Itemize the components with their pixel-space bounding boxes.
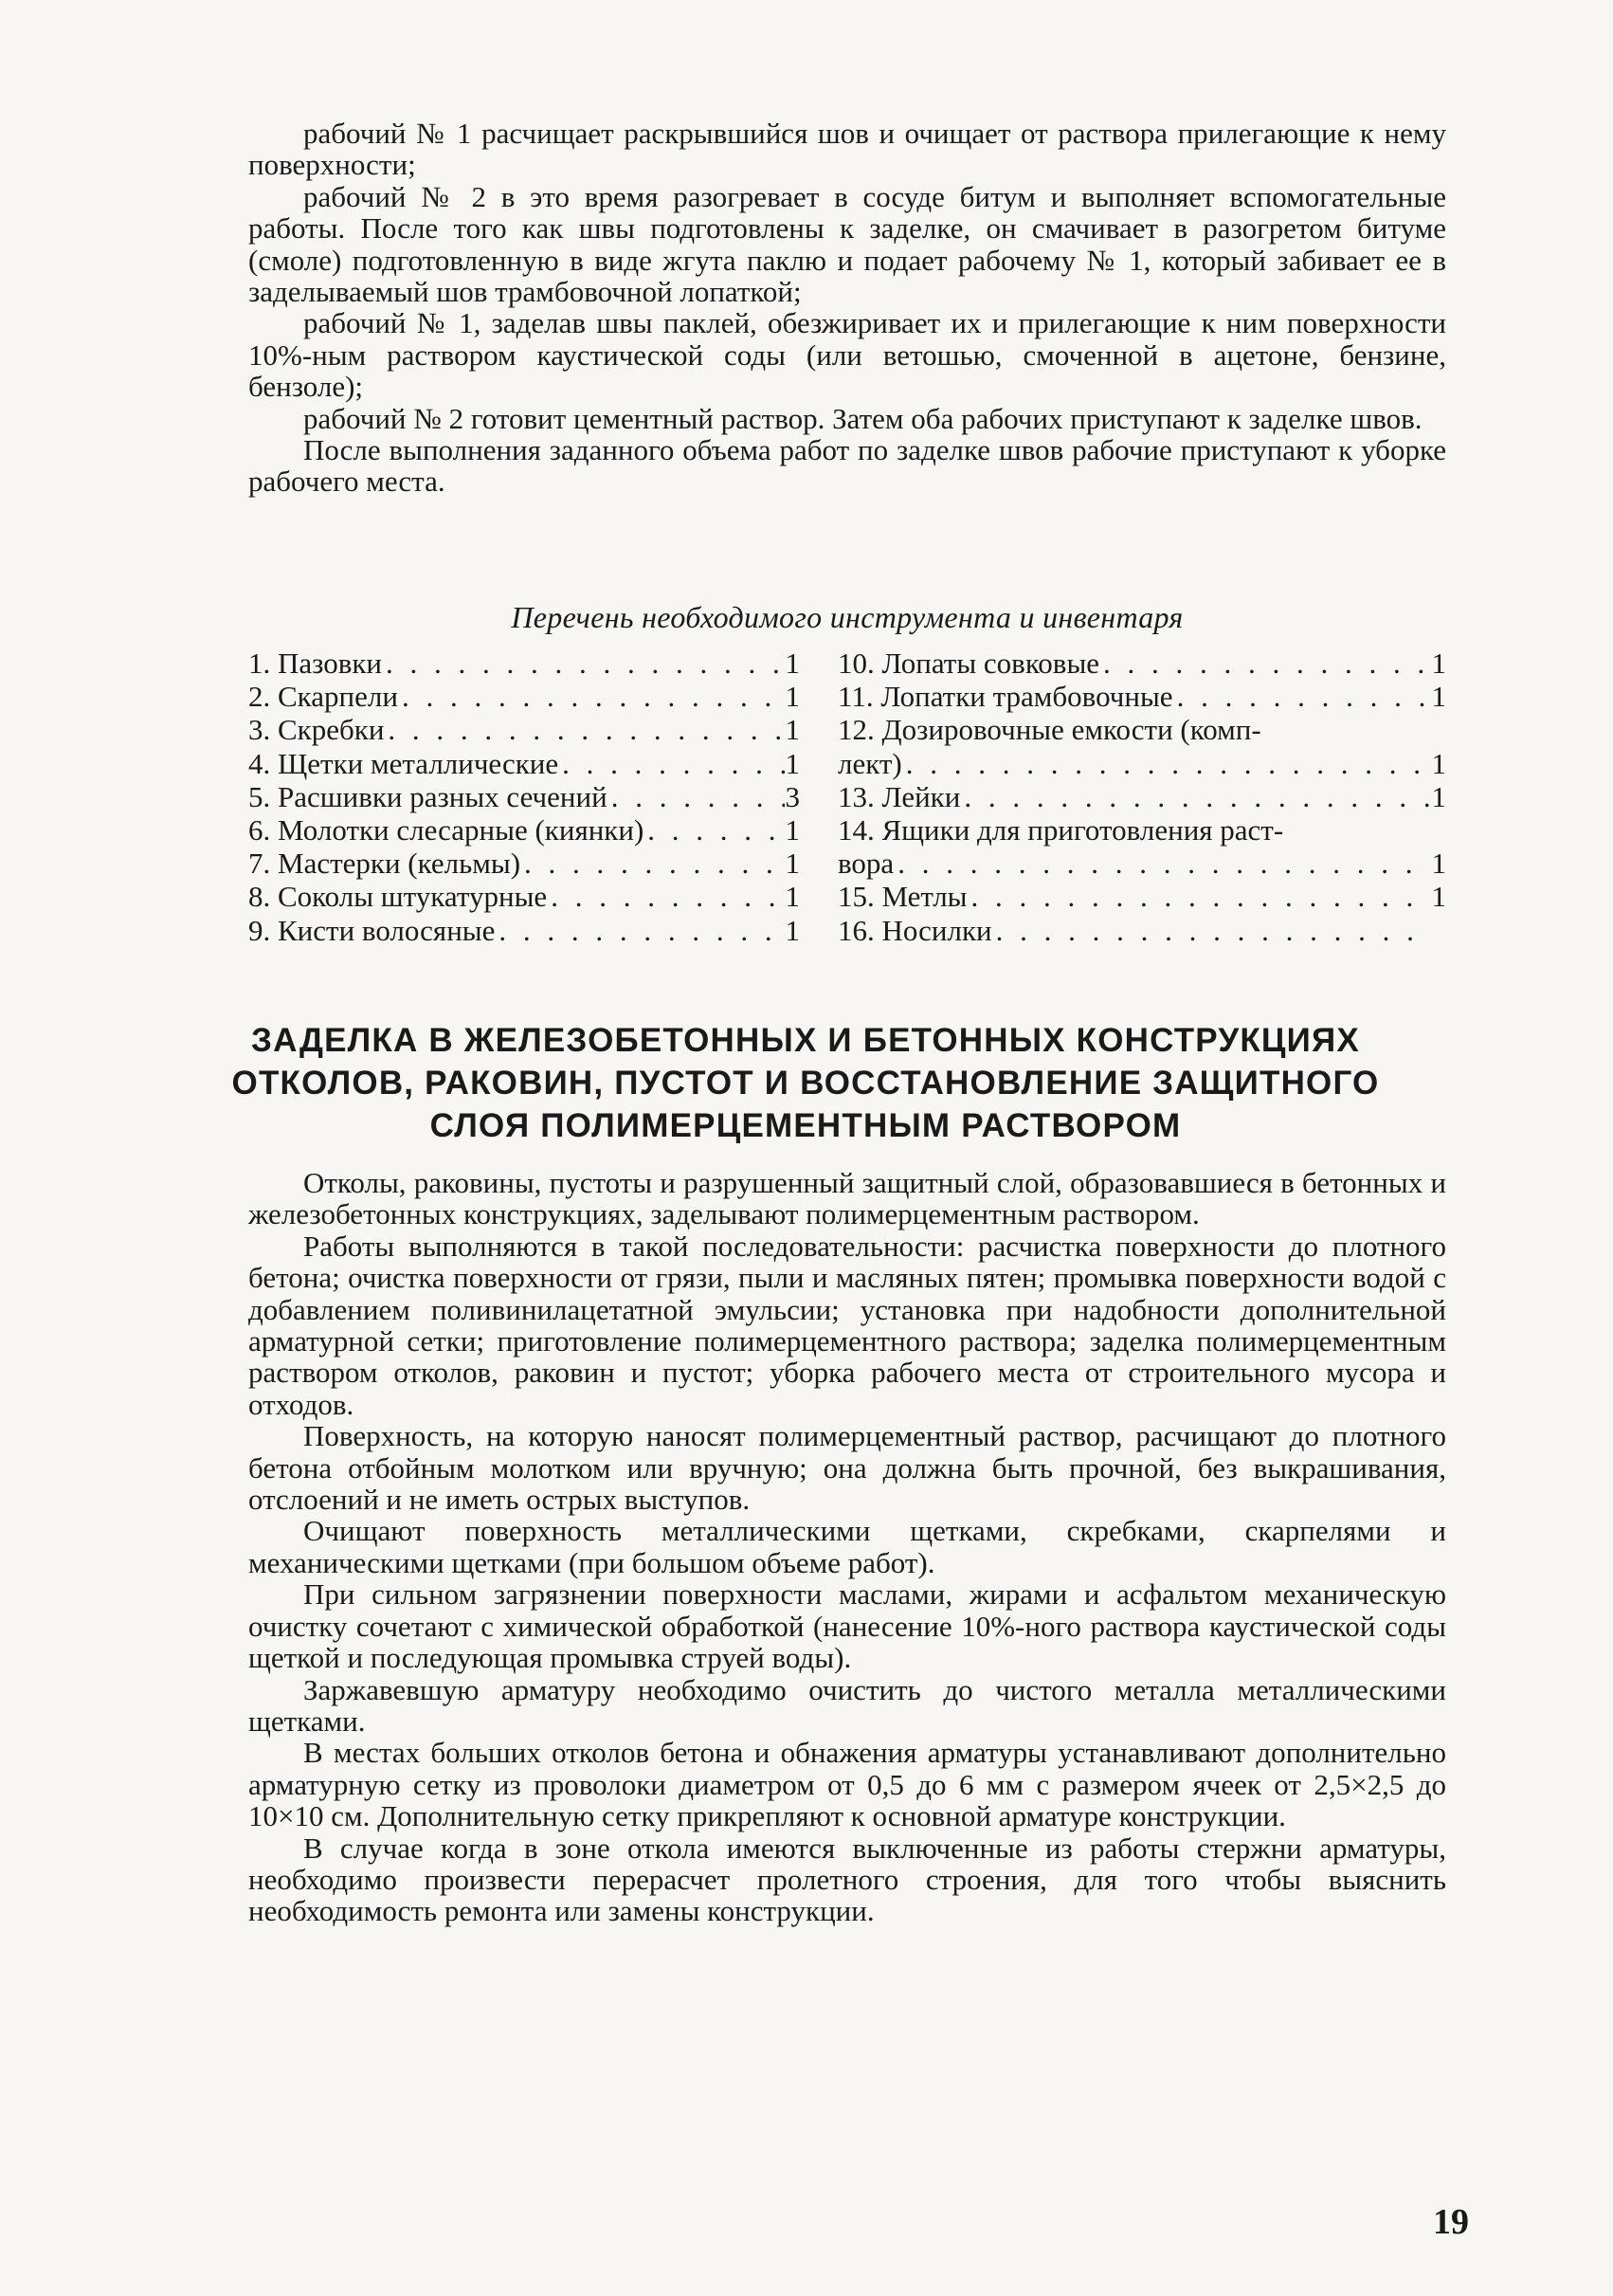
list-item: 8. Соколы штукатурные . . . 1 xyxy=(248,880,800,913)
list-item-continuation: лект) . . . 1 xyxy=(838,747,1446,780)
intro-paragraph: рабочий № 1 расчищает раскрывшийся шов и очищает от раствора прилегающие к нему поверхности; xyxy=(248,117,1446,182)
intro-text-block xyxy=(248,118,1446,498)
body-paragraph: В местах больших отколов бетона и обнажения арматуры устанавливают дополнительно арматурную сетку из проволоки диаметром от 0,5 до 6 мм с размером ячеек от 2,5×2,5 до 10×10 см. Дополнительную сетку прикрепляют к основной арматуре конструкции. xyxy=(248,1736,1446,1833)
heading-line: СЛОЯ ПОЛИМЕРЦЕМЕНТНЫМ РАСТВОРОМ xyxy=(429,1107,1182,1144)
body-paragraph: Работы выполняются в такой последовательности: расчистка поверхности до плотного бетона; очистка поверхности от грязи, пыли и масляных пятен; промывка поверхности водой с добавлением поливинилацетатной эмульсии; установка при надобности дополнительной арматурной сетки; приготовление полимерцементного раствора; заделка полимерцементным раствором отколов, раковин и пустот; уборка рабочего места от строительного мусора и отходов. xyxy=(248,1229,1446,1421)
list-item: 9. Кисти волосяные . . . 1 xyxy=(248,914,800,947)
tools-list-left xyxy=(248,647,800,947)
page-number: 19 xyxy=(1433,2202,1469,2242)
list-item: 10. Лопаты совковые . . . 1 xyxy=(838,647,1446,680)
list-item: 14. Ящики для приготовления раст- xyxy=(838,813,1284,847)
body-paragraph: Отколы, раковины, пустоты и разрушенный защитный слой, образовавшиеся в бетонных и железобетонных конструкциях, заделывают полимерцементным раствором. xyxy=(248,1166,1446,1231)
intro-paragraph: рабочий № 2 готовит цементный раствор. Затем оба рабочих приступают к заделке швов. xyxy=(303,401,1423,435)
intro-paragraph: рабочий № 2 в это время разогревает в сосуде битум и выполняет вспомогательные работы. После того как швы подготовлены к заделке, он смачивает в разогретом битуме (смоле) подготовленную в виде жгута паклю и подает рабочему № 1, который забивает ее в заделываемый шов трамбовочной лопаткой; xyxy=(248,179,1446,309)
list-item-continuation: вора . . . 1 xyxy=(838,847,1446,880)
tools-list-title: Перечень необходимого инструмента и инвентаря xyxy=(511,600,1184,634)
list-item: 7. Мастерки (кельмы) . . . 1 xyxy=(248,847,800,880)
list-item: 3. Скребки . . . 1 xyxy=(248,713,800,746)
list-item: 13. Лейки . . . 1 xyxy=(838,780,1446,813)
intro-paragraph: После выполнения заданного объема работ по заделке швов рабочие приступают к уборке рабочего места. xyxy=(248,433,1446,499)
list-item: 12. Дозировочные емкости (комп- xyxy=(838,713,1261,747)
section-body xyxy=(248,1167,1446,1927)
list-item: 16. Носилки . . . xyxy=(838,914,1446,947)
section-heading xyxy=(190,1019,1422,1147)
heading-line: ЗАДЕЛКА В ЖЕЛЕЗОБЕТОННЫХ И БЕТОННЫХ КОНСТРУКЦИЯХ xyxy=(251,1022,1360,1059)
heading-line: ОТКОЛОВ, РАКОВИН, ПУСТОТ И ВОССТАНОВЛЕНИЕ ЗАЩИТНОГО xyxy=(231,1065,1380,1102)
list-item: 1. Пазовки . . . 1 xyxy=(248,647,800,680)
list-item: 5. Расшивки разных сечений . . . 3 xyxy=(248,780,800,813)
body-paragraph: Очищают поверхность металлическими щетками, скребками, скарпелями и механическими щетками (при большом объеме работ). xyxy=(248,1514,1446,1579)
body-paragraph: При сильном загрязнении поверхности маслами, жирами и асфальтом механическую очистку сочетают с химической обработкой (нанесение 10%-ного раствора каустической соды щеткой и последующая промывка струей воды). xyxy=(248,1577,1446,1675)
tools-list-right xyxy=(838,647,1446,947)
list-item: 15. Метлы . . . 1 xyxy=(838,880,1446,913)
body-paragraph: Поверхность, на которую наносят полимерцементный раствор, расчищают до плотного бетона отбойным молотком или вручную; она должна быть прочной, без выкрашивания, отслоений и не иметь острых выступов. xyxy=(248,1419,1446,1517)
intro-paragraph: рабочий № 1, заделав швы паклей, обезжиривает их и прилегающие к ним поверхности 10%-ным раствором каустической соды (или ветошью, смоченной в ацетоне, бензине, бензоле); xyxy=(248,306,1446,404)
list-item: 6. Молотки слесарные (киянки) . . . 1 xyxy=(248,813,800,847)
list-item: 2. Скарпели . . . 1 xyxy=(248,680,800,713)
body-paragraph: В случае когда в зоне откола имеются выключенные из работы стержни арматуры, необходимо произвести перерасчет пролетного строения, для того чтобы выяснить необходимость ремонта или замены конструкции. xyxy=(248,1831,1446,1928)
list-item: 11. Лопатки трамбовочные . . . 1 xyxy=(838,680,1446,713)
list-item: 4. Щетки металлические . . . 1 xyxy=(248,747,800,780)
body-paragraph: Заржавевшую арматуру необходимо очистить до чистого металла металлическими щетками. xyxy=(248,1672,1446,1738)
